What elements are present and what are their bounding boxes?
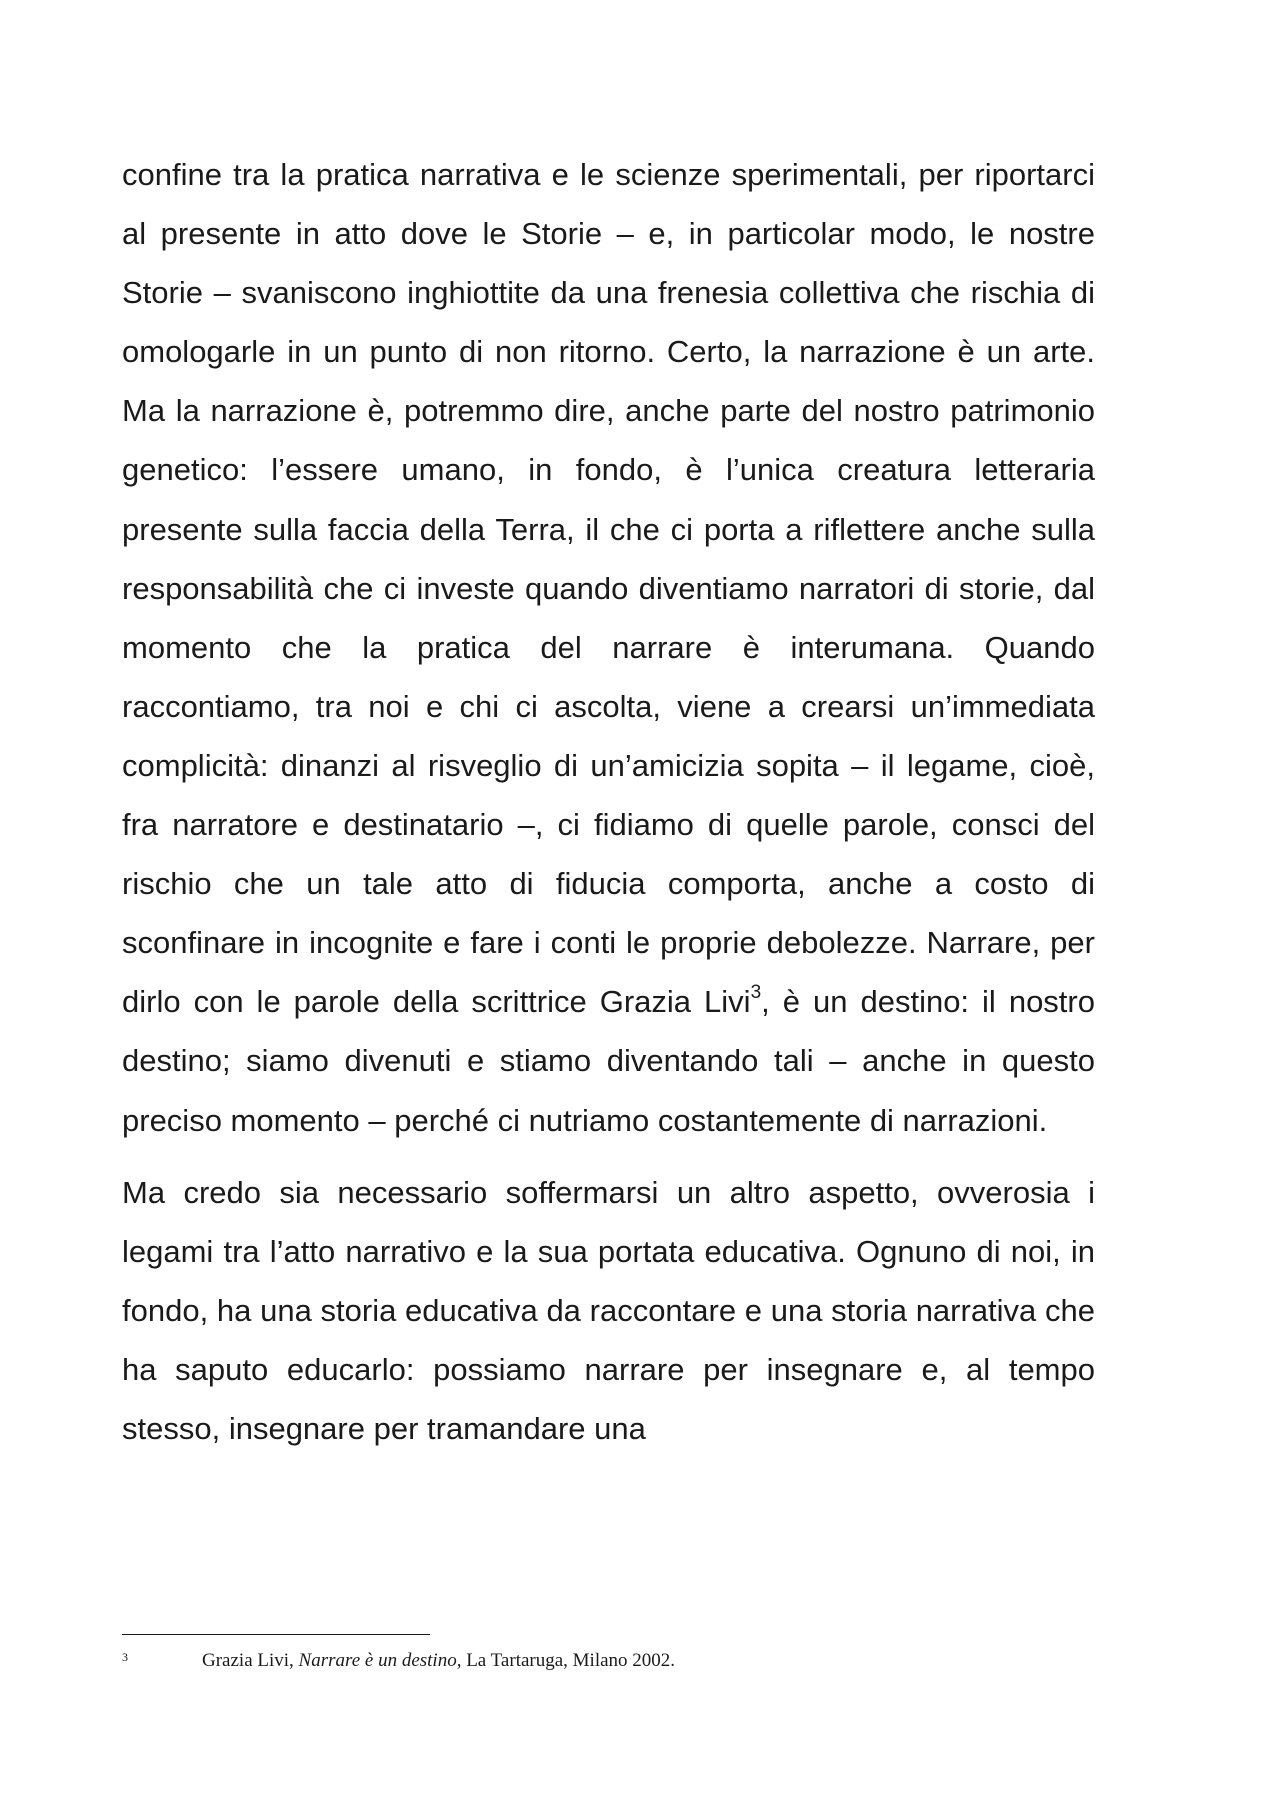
footnote-separator (122, 1634, 430, 1635)
footnote-title: Narrare è un destino (298, 1650, 457, 1671)
footnote-publisher: , La Tartaruga, Milano 2002. (456, 1650, 676, 1671)
body-text (122, 145, 1095, 1458)
paragraph-1-text-continued: , è un destino: il nostro destino; siamo divenuti e stiamo diventando tali – anche in questo preciso momento – perché ci nutriamo costantemente di narrazioni. (122, 984, 1095, 1138)
paragraph-1 (122, 145, 1095, 1150)
footnote-reference: 3 (750, 981, 762, 1003)
paragraph-2: Ma credo sia necessario soffermarsi un altro aspetto, ovverosia i legami tra l’atto narrativo e la sua portata educativa. Ognuno di noi, in fondo, ha una storia educativa da raccontare e una storia narrativa che ha saputo educarlo: possiamo narrare per insegnare e, al tempo stesso, insegnare per tramandare una (122, 1174, 1095, 1446)
paragraph-1-text: confine tra la pratica narrativa e le scienze sperimentali, per riportarci al presente in atto dove le Storie – e, in particolar modo, le nostre Storie – svaniscono inghiottite da una frenesia collettiva che rischia di omologarle in un punto di non ritorno. Certo, la narrazione è un arte. Ma la narrazione è, potremmo dire, anche parte del nostro patrimonio genetico: l’essere umano, in fondo, è l’unica creatura letteraria presente sulla faccia della Terra, il che ci porta a riflettere anche sulla responsabilità che ci investe quando diventiamo narratori di storie, dal momento che la pratica del narrare è interumana. Quando raccontiamo, tra noi e chi ci ascolta, viene a crearsi un’immediata complicità: dinanzi al risveglio di un’amicizia sopita – il legame, cioè, fra narratore e destinatario –, ci fidiamo di quelle parole, consci del rischio che un tale atto di fiducia comporta, anche a costo di sconfinare in incognite e fare i conti le proprie debolezze. Narrare, per dirlo con le parole della scrittrice Grazia Livi (122, 157, 1095, 1020)
footnote-number: 3 (122, 1650, 128, 1664)
footnote-author: Grazia Livi, (202, 1650, 299, 1671)
footnote-text (202, 1648, 675, 1674)
